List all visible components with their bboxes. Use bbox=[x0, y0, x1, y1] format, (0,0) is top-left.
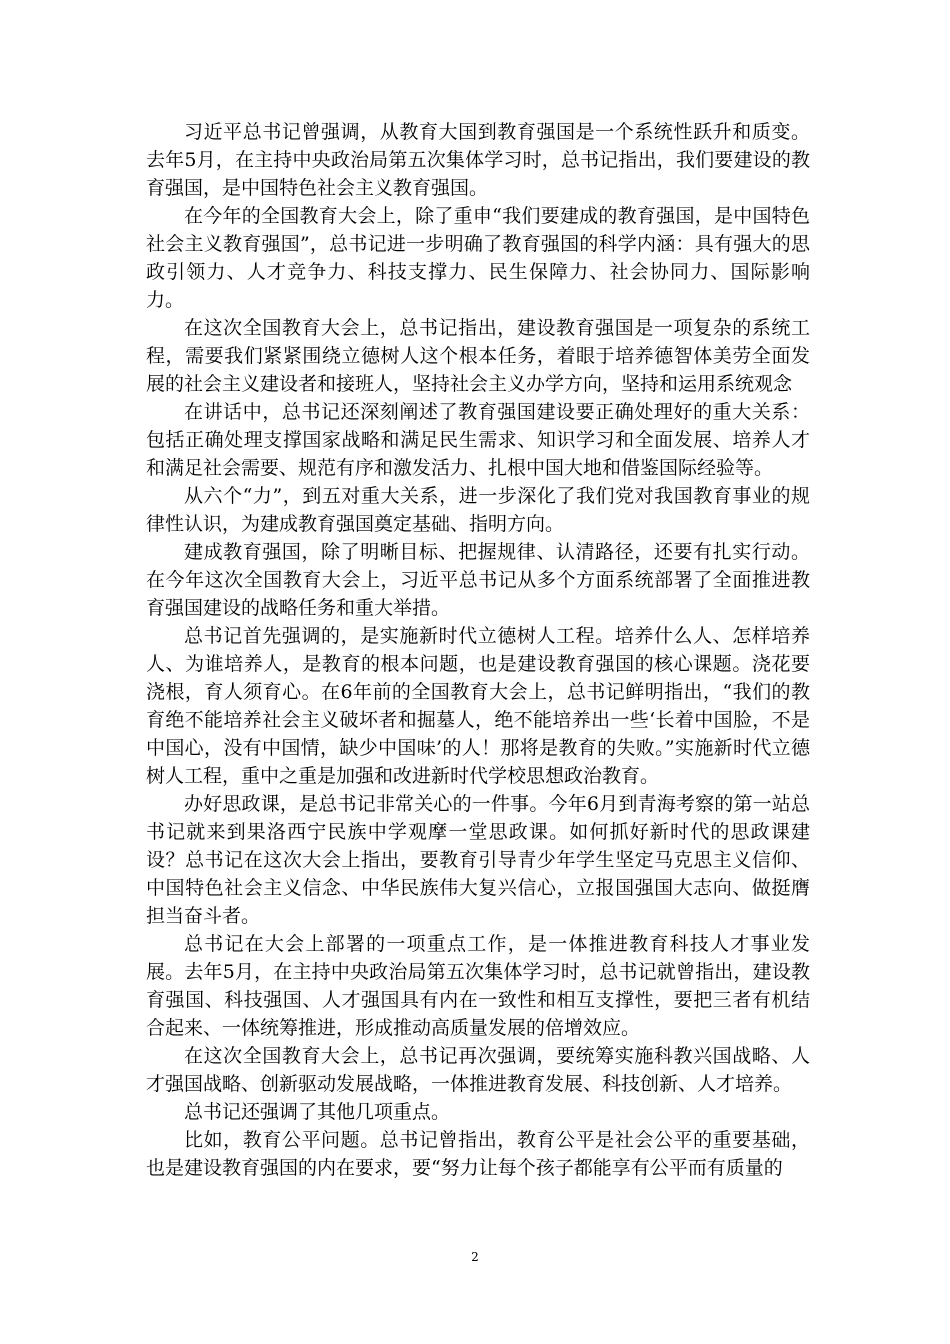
paragraph: 总书记首先强调的，是实施新时代立德树人工程。培养什么人、怎样培养人、为谁培养人，是教育的根本问题，也是建设教育强国的核心课题。浇花要浇根，育人须育心。在6年前的全国教育大会上，总书记鲜明指出，“我们的教育绝不能培养社会主义破坏者和掘墓人，绝不能培养出一些‘长着中国脸，不是中国心，没有中国情，缺少中国味’的人！那将是教育的失败。”实施新时代立德树人工程，重中之重是加强和改进新时代学校思想政治教育。 bbox=[146, 625, 810, 787]
paragraph: 在这次全国教育大会上，总书记指出，建设教育强国是一项复杂的系统工程，需要我们紧紧围绕立德树人这个根本任务，着眼于培养德智体美劳全面发展的社会主义建设者和接班人，坚持社会主义办学方向，坚持和运用系统观念 bbox=[146, 317, 810, 395]
paragraph: 习近平总书记曾强调，从教育大国到教育强国是一个系统性跃升和质变。去年5月，在主持中央政治局第五次集体学习时，总书记指出，我们要建设的教育强国，是中国特色社会主义教育强国。 bbox=[146, 121, 810, 199]
paragraph: 在这次全国教育大会上，总书记再次强调，要统筹实施科教兴国战略、人才强国战略、创新驱动发展战略，一体推进教育发展、科技创新、人才培养。 bbox=[146, 1045, 810, 1095]
body-text bbox=[146, 118, 810, 1182]
paragraph: 在讲话中，总书记还深刻阐述了教育强国建设要正确处理好的重大关系：包括正确处理支撑国家战略和满足民生需求、知识学习和全面发展、培养人才和满足社会需要、规范有序和激发活力、扎根中国大地和借鉴国际经验等。 bbox=[146, 401, 810, 479]
paragraph: 总书记还强调了其他几项重点。 bbox=[184, 1101, 451, 1123]
page-number: 2 bbox=[471, 1250, 479, 1264]
paragraph: 建成教育强国，除了明晰目标、把握规律、认清路径，还要有扎实行动。在今年这次全国教育大会上，习近平总书记从多个方面系统部署了全面推进教育强国建设的战略任务和重大举措。 bbox=[146, 541, 810, 619]
paragraph: 从六个“力”，到五对重大关系，进一步深化了我们党对我国教育事业的规律性认识，为建成教育强国奠定基础、指明方向。 bbox=[146, 485, 810, 535]
paragraph: 在今年的全国教育大会上，除了重申“我们要建成的教育强国，是中国特色社会主义教育强国”，总书记进一步明确了教育强国的科学内涵：具有强大的思政引领力、人才竞争力、科技支撑力、民生保障力、社会协同力、国际影响力。 bbox=[146, 205, 810, 311]
paragraph: 办好思政课，是总书记非常关心的一件事。今年6月到青海考察的第一站总书记就来到果洛西宁民族中学观摩一堂思政课。如何抓好新时代的思政课建设？总书记在这次大会上指出，要教育引导青少年学生坚定马克思主义信仰、中国特色社会主义信念、中华民族伟大复兴信心，立报国强国大志向、做挺膺担当奋斗者。 bbox=[146, 793, 810, 927]
paragraph: 比如，教育公平问题。总书记曾指出，教育公平是社会公平的重要基础，也是建设教育强国的内在要求，要“努力让每个孩子都能享有公平而有质量的 bbox=[146, 1129, 810, 1179]
paragraph: 总书记在大会上部署的一项重点工作，是一体推进教育科技人才事业发展。去年5月，在主持中央政治局第五次集体学习时，总书记就曾指出，建设教育强国、科技强国、人才强国具有内在一致性和相互支撑性，要把三者有机结合起来、一体统筹推进，形成推动高质量发展的倍增效应。 bbox=[146, 933, 810, 1039]
